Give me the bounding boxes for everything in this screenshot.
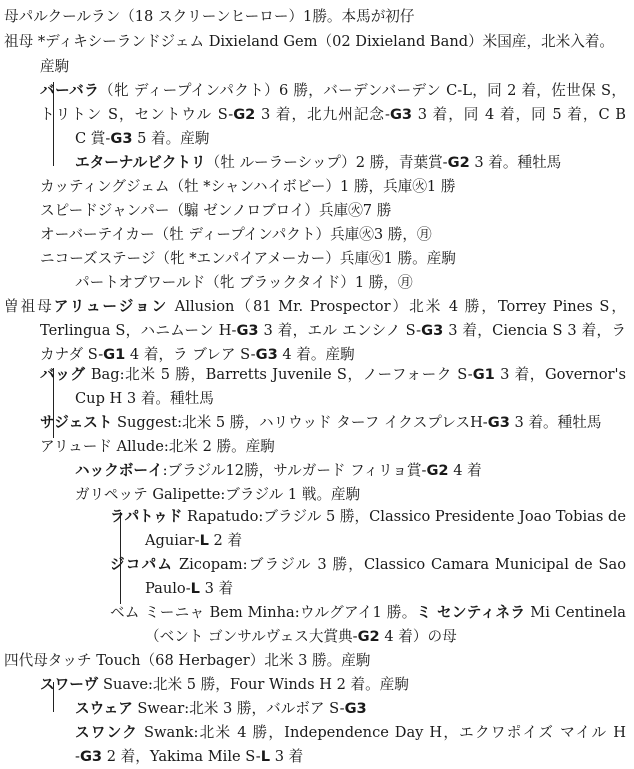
text-segment: 3 着，同 4 着，同 5 着，C B [412, 106, 626, 123]
text-segment: 四代母タッチ Touch（68 Herbager）北米 3 勝。産駒 [4, 652, 371, 669]
text-segment: 4 着 [448, 462, 482, 479]
text-segment: （ベント ゴンサルヴェス大賞典- [145, 628, 358, 645]
progeny-entry [40, 224, 432, 246]
bold-text: ハックボーイ [75, 462, 163, 479]
text-segment: 4 着。産駒 [277, 346, 355, 363]
text-segment: 4 着，ラ ブレア S- [125, 346, 256, 363]
text-segment: Aguiar- [145, 532, 200, 549]
bold-text: G1 [472, 366, 495, 383]
great-grand-progeny-entry-cont [145, 626, 457, 648]
great-grand-progeny-entry [110, 602, 626, 624]
bold-text: サジェスト [40, 414, 113, 431]
text-segment: パートオブワールド（牝 ブラックタイド）1 勝，㊊ [75, 274, 413, 291]
bold-text: G2 [357, 628, 380, 645]
bold-text: L [190, 580, 200, 597]
text-segment: Bag:北米 5 勝，Barretts Juvenile S，ノーフォーク S- [85, 366, 473, 383]
progeny-entry-cont [40, 104, 626, 126]
text-segment: Zicopam:ブラジル 3 勝，Classico Camara Municipal de Sao [173, 556, 626, 573]
text-segment: Mi Centinela [525, 604, 626, 621]
text-segment: 3 着。種牡馬 [469, 154, 562, 171]
bold-text: アリュージョン [53, 298, 169, 315]
bold-text: G3 [236, 322, 259, 339]
grand-progeny-entry [75, 272, 413, 294]
bold-text: エターナルビクトリ [75, 154, 206, 171]
text-segment: トリトン S，セントウル S- [40, 106, 234, 123]
great-grand-progeny-entry [110, 506, 626, 528]
second-dam-line [4, 31, 614, 53]
text-segment: Rapatudo:ブラジル 5 勝，Classico Presidente Joao Tobias de [182, 508, 626, 525]
text-segment: 3 着，Ciencia S 3 着，ラ [443, 322, 626, 339]
bold-text: G3 [389, 106, 413, 123]
third-dam-line-cont [40, 320, 626, 342]
bold-text: ミ センティネラ [416, 604, 526, 621]
grand-progeny-entry-cont [75, 746, 303, 768]
text-segment: Allusion（81 Mr. Prospector）北米 4 勝，Torrey Pines S， [168, 298, 626, 315]
third-dam-line-cont [40, 344, 355, 366]
bold-text: G2 [447, 154, 470, 171]
text-segment: C 賞- [75, 130, 111, 147]
bold-text: G3 [421, 322, 444, 339]
grand-progeny-entry [75, 484, 360, 506]
text-segment: 3 着。種牡馬 [509, 414, 602, 431]
bold-text: スワンク [75, 724, 139, 741]
text-segment: Paulo- [145, 580, 191, 597]
bold-text: G3 [79, 748, 103, 765]
text-segment: 3 着，Governor's [494, 366, 626, 383]
text-segment: （牝 ディープインパクト）6 勝，バーデンバーデン C-L，同 2 着，佐世保 S， [99, 82, 626, 99]
text-segment: アリュード Allude:北米 2 勝。産駒 [40, 438, 275, 455]
text-segment: 3 着，エル エンシノ S- [258, 322, 422, 339]
text-segment: Swear:北米 3 勝，バルボア S- [132, 700, 345, 717]
text-segment: 2 着，Yakima Mile S- [102, 748, 261, 765]
text-segment: - [75, 748, 80, 765]
text-segment: Suggest:北米 5 勝，ハリウッド ターフ イクスプレスH- [112, 414, 488, 431]
text-segment: Terlingua S，ハニムーン H- [40, 322, 237, 339]
text-segment: ガリペッテ Galipette:ブラジル 1 戦。産駒 [75, 486, 361, 503]
fourth-dam-line [4, 650, 370, 672]
text-segment: （牡 ルーラーシップ）2 勝，青葉賞- [205, 154, 448, 171]
bold-text: ラパトゥド [110, 508, 183, 525]
bold-text: バーバラ [40, 82, 100, 99]
text-segment: Suave:北米 5 勝，Four Winds H 2 着。産駒 [98, 676, 409, 693]
text-segment: ベム ミーニャ Bem Minha:ウルグアイ1 勝。 [110, 604, 417, 621]
progeny-entry [40, 80, 626, 102]
progeny-entry [40, 248, 456, 270]
progeny-entry-cont [75, 128, 209, 150]
bold-text: L [199, 532, 209, 549]
progeny-entry [40, 364, 626, 386]
grand-progeny-entry [75, 698, 367, 720]
bold-text: G3 [110, 130, 133, 147]
great-grand-progeny-entry [110, 554, 626, 576]
bold-text: L [260, 748, 271, 765]
progeny-entry [40, 200, 391, 222]
progeny-entry [40, 412, 601, 434]
text-segment: :ブラジル12勝，サルガード フィリョ賞- [162, 462, 427, 479]
bold-text: ジコパム [110, 556, 174, 573]
bold-text: G3 [344, 700, 367, 717]
great-grand-progeny-entry-cont [145, 530, 242, 552]
bold-text: G1 [103, 346, 126, 363]
grand-progeny-entry [75, 152, 561, 174]
text-segment: カッティングジェム（牡 *シャンハイボビー）1 勝，兵庫㊋1 勝 [40, 178, 456, 195]
bold-text: G3 [255, 346, 278, 363]
text-segment: 祖母 *ディキシーランドジェム Dixieland Gem（02 Dixieland Band）米国産，北米入着。 [4, 33, 615, 50]
text-segment: 3 着 [199, 580, 234, 597]
text-segment: 曽祖母 [4, 298, 54, 315]
text-segment: スピードジャンパー（騸 ゼンノロブロイ）兵庫㊋7 勝 [40, 202, 392, 219]
progeny-entry [40, 176, 455, 198]
grand-progeny-entry [75, 460, 482, 482]
text-segment: 4 着）の母 [379, 628, 457, 645]
text-segment: カナダ S- [40, 346, 104, 363]
great-grand-progeny-entry-cont [145, 578, 233, 600]
bold-text: スウェア [75, 700, 133, 717]
progeny-entry [40, 674, 409, 696]
bold-text: スワーヴ [40, 676, 99, 693]
text-segment: 3 着 [270, 748, 304, 765]
text-segment: オーバーテイカー（牡 ディープインパクト）兵庫㊋3 勝，㊊ [40, 226, 432, 243]
text-segment: 3 着，北九州記念- [255, 106, 390, 123]
text-segment: 2 着 [208, 532, 243, 549]
grand-progeny-entry [75, 722, 626, 744]
bold-text: G2 [233, 106, 256, 123]
progeny-entry-cont [75, 388, 214, 410]
progeny-heading [40, 56, 69, 78]
text-segment: 産駒 [40, 58, 70, 75]
dam-line [4, 6, 414, 28]
text-segment: 5 着。産駒 [132, 130, 210, 147]
text-segment: ニコーズステージ（牝 *エンパイアメーカー）兵庫㊋1 勝。産駒 [40, 250, 456, 267]
bold-text: G2 [426, 462, 449, 479]
text-segment: 母パルクールラン（18 スクリーンヒーロー）1勝。本馬が初仔 [4, 8, 415, 25]
third-dam-line [4, 296, 626, 318]
bold-text: バッグ [40, 366, 86, 383]
progeny-entry [40, 436, 275, 458]
text-segment: Cup H 3 着。種牡馬 [75, 390, 214, 407]
bold-text: G3 [487, 414, 510, 431]
text-segment: Swank:北米 4 勝，Independence Day H，エクワポイズ マイル H [138, 724, 626, 741]
